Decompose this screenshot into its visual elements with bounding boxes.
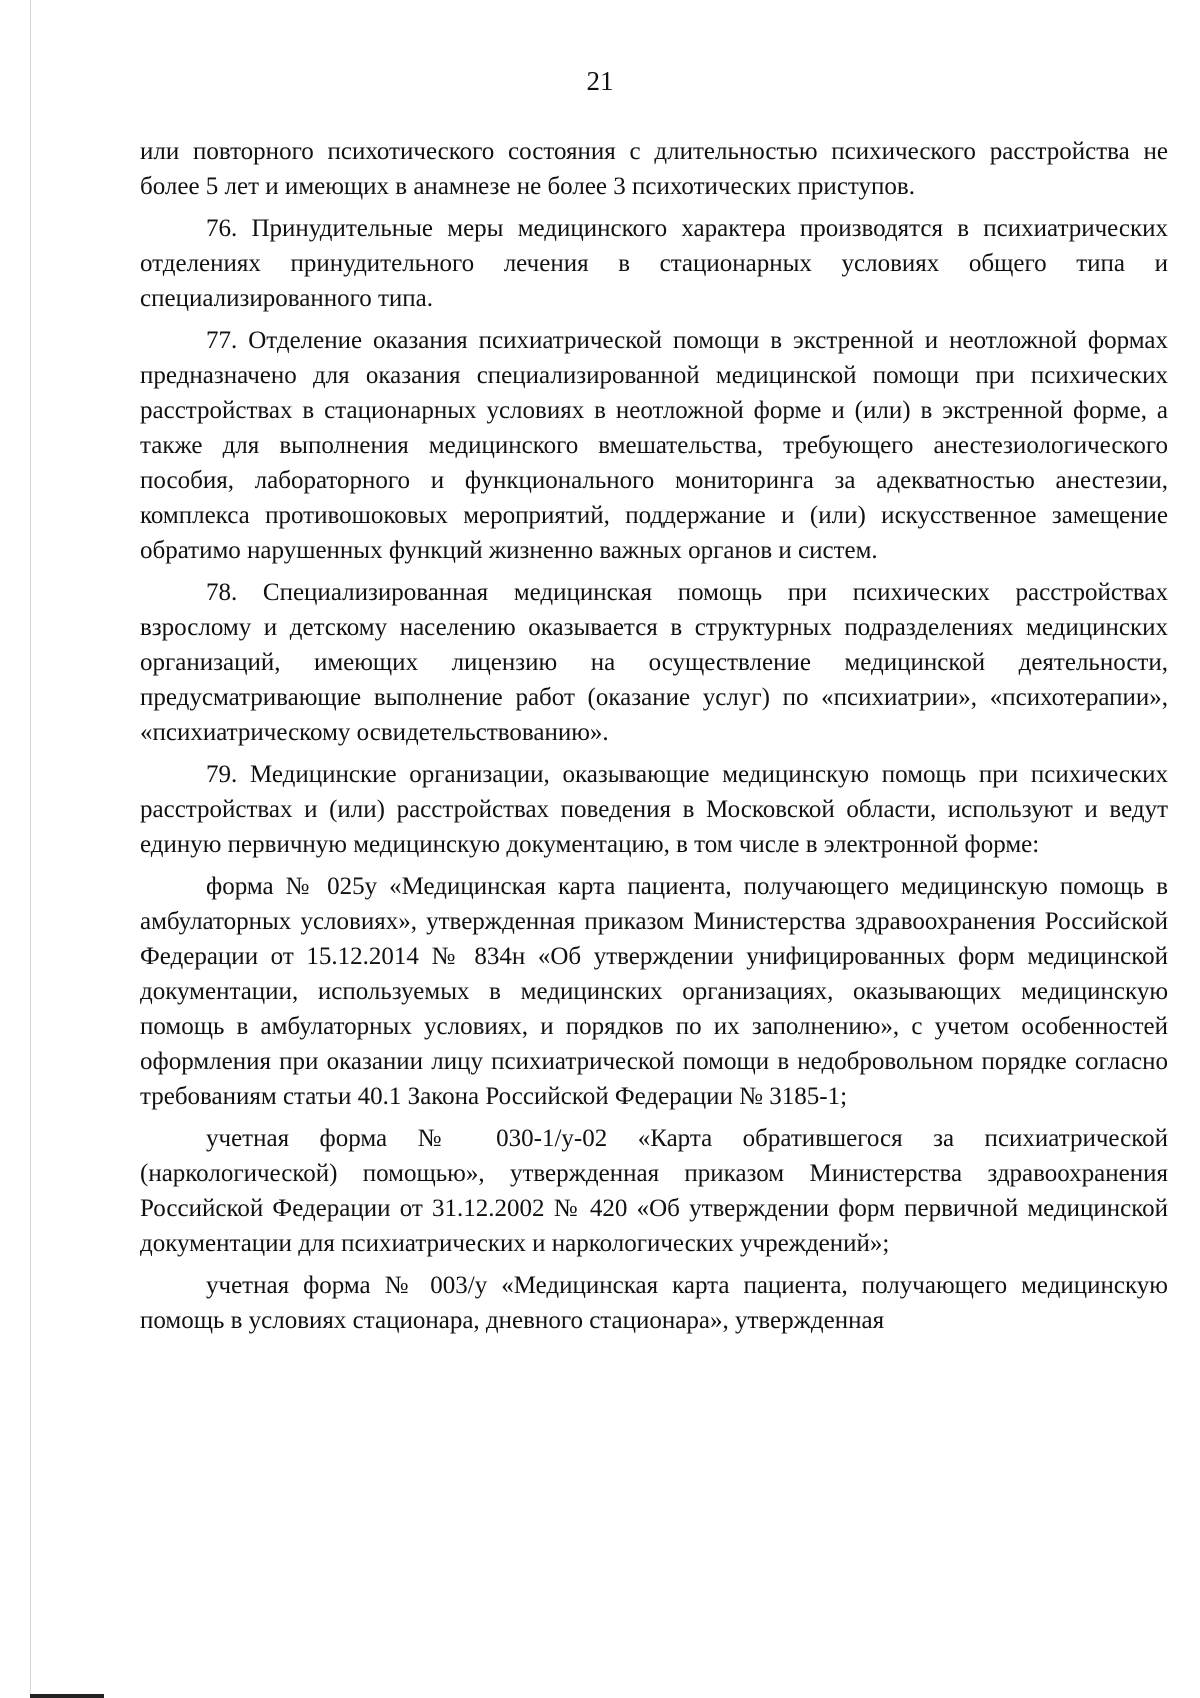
page-number: 21	[586, 66, 614, 96]
scan-mark	[30, 1694, 104, 1698]
paragraph-form-003u: учетная форма № 003/у «Медицинская карта пациента, получающего медицинскую помощь в условиях стационара, дневного стационара», утвержденная	[140, 1272, 1168, 1334]
paragraph-continuation: или повторного психотического состояния с длительностью психического расстройства не более 5 лет и имеющих в анамнезе не более 3 психотических приступов.	[140, 138, 1168, 200]
paragraph-76: 76. Принудительные меры медицинского характера производятся в психиатрических отделениях принудительного лечения в стационарных условиях общего типа и специализированного типа.	[140, 215, 1168, 312]
scan-edge-line	[30, 0, 31, 1698]
paragraph-79: 79. Медицинские организации, оказывающие медицинскую помощь при психических расстройствах и (или) расстройствах поведения в Московской области, используют и ведут единую первичную медицинскую документацию, в том числе в электронной форме:	[140, 761, 1168, 858]
paragraph-77: 77. Отделение оказания психиатрической помощи в экстренной и неотложной формах предназначено для оказания специализированной медицинской помощи при психических расстройствах в стационарных условиях в неотложной форме и (или) в экстренной форме, а также для выполнения медицинского вмешательства, требующего анестезиологического пособия, лабораторного и функционального мониторинга за адекватностью анестезии, комплекса противошоковых мероприятий, поддержание и (или) искусственное замещение обратимо нарушенных функций жизненно важных органов и систем.	[140, 327, 1168, 564]
paragraph-form-025u: форма № 025у «Медицинская карта пациента, получающего медицинскую помощь в амбулаторных условиях», утвержденная приказом Министерства здравоохранения Российской Федерации от 15.12.2014 № 834н «Об утверждении унифицированных форм медицинской документации, используемых в медицинских организациях, оказывающих медицинскую помощь в амбулаторных условиях, и порядков по их заполнению», с учетом особенностей оформления при оказании лицу психиатрической помощи в недобровольном порядке согласно требованиям статьи 40.1 Закона Российской Федерации № 3185-1;	[140, 873, 1168, 1110]
paragraph-form-030-1u-02: учетная форма № 030-1/у-02 «Карта обратившегося за психиатрической (наркологической) помощью», утвержденная приказом Министерства здравоохранения Российской Федерации от 31.12.2002 № 420 «Об утверждении форм первичной медицинской документации для психиатрических и наркологических учреждений»;	[140, 1125, 1168, 1257]
paragraph-78: 78. Специализированная медицинская помощь при психических расстройствах взрослому и детскому населению оказывается в структурных подразделениях медицинских организаций, имеющих лицензию на осуществление медицинской деятельности, предусматривающие выполнение работ (оказание услуг) по «психиатрии», «психотерапии», «психиатрическому освидетельствованию».	[140, 579, 1168, 746]
document-body	[140, 134, 1168, 1345]
